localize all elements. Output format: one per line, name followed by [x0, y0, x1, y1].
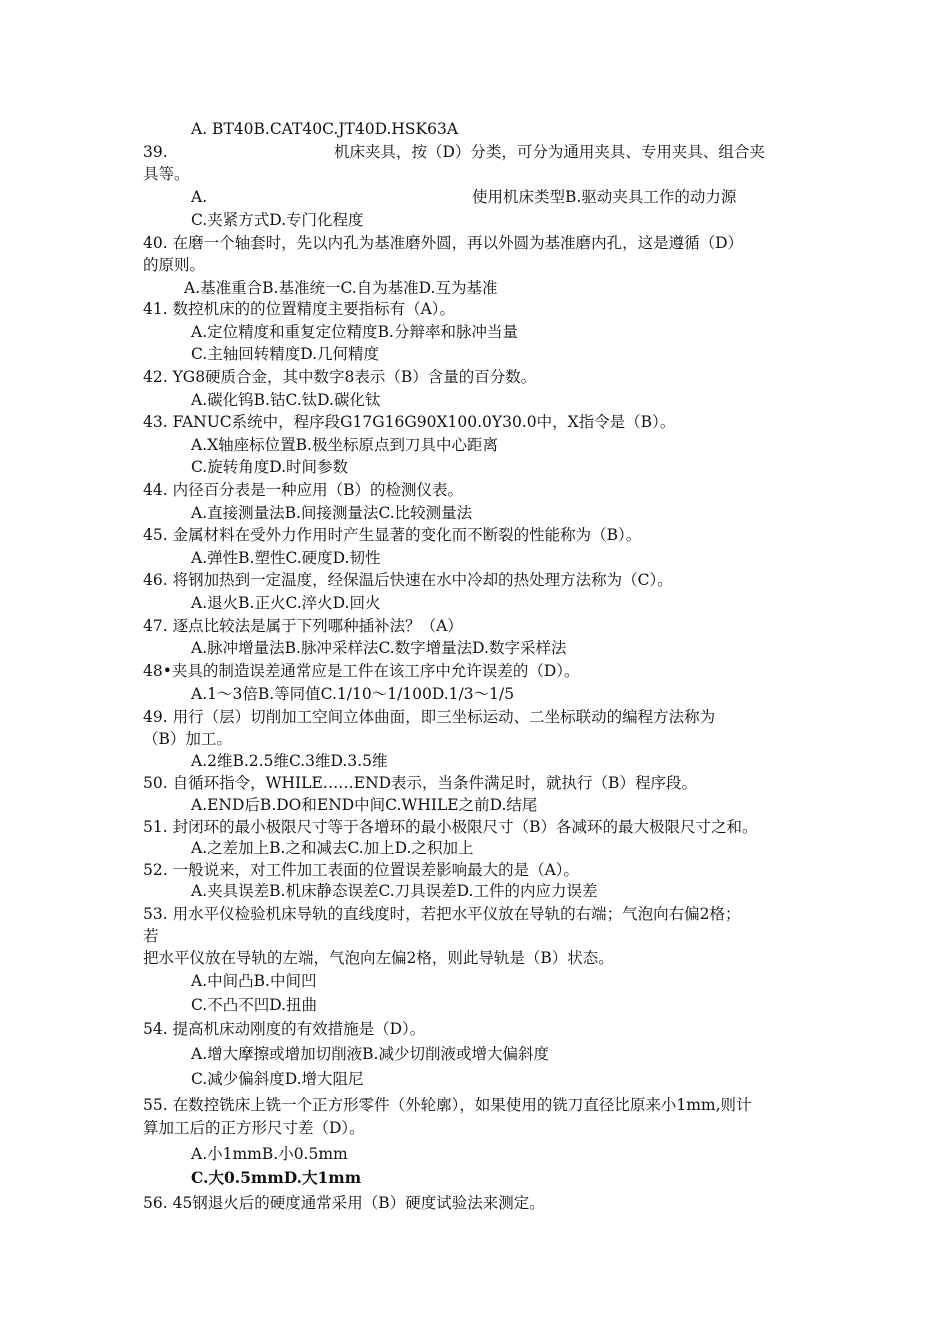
text-line: 43. FANUC系统中，程序段G17G16G90X100.0Y30.0中，X指令是（B）。 [143, 413, 676, 431]
text-line: 55. 在数控铣床上铣一个正方形零件（外轮廓），如果使用的铣刀直径比原来小1mm,则计 [143, 1096, 752, 1114]
text-line: C.旋转角度D.时间参数 [191, 458, 349, 476]
text-line: A.碳化钨B.钴C.钛D.碳化钛 [191, 391, 381, 409]
text-line: 使用机床类型B.驱动夹具工作的动力源 [472, 188, 737, 206]
text-line: （B）加工。 [143, 730, 232, 748]
text-line: 具等。 [143, 165, 190, 183]
text-line: A.X轴座标位置B.极坐标原点到刀具中心距离 [191, 436, 498, 454]
text-line: A.1〜3倍B.等同值C.1/10〜1/100D.1/3〜1/5 [191, 685, 515, 703]
text-line: 41. 数控机床的的位置精度主要指标有（A）。 [143, 300, 456, 318]
text-line: A.之差加上B.之和减去C.加上D.之积加上 [191, 839, 474, 857]
text-line: A.2维B.2.5维C.3维D.3.5维 [191, 752, 388, 770]
text-line: A. BT40B.CAT40C.JT40D.HSK63A [191, 120, 459, 138]
text-line: C.不凸不凹D.扭曲 [191, 996, 318, 1014]
text-line: 50. 自循环指令，WHILE……END表示，当条件满足时，就执行（B）程序段。 [143, 774, 697, 792]
text-line: 算加工后的正方形尺寸差（D）。 [143, 1119, 365, 1137]
text-line: 47. 逐点比较法是属于下列哪种插补法？（A） [143, 617, 463, 635]
text-line: A.定位精度和重复定位精度B.分辩率和脉冲当量 [191, 323, 518, 341]
text-line: C.夹紧方式D.专门化程度 [191, 211, 364, 229]
text-line: A.退火B.正火C.淬火D.回火 [191, 594, 381, 612]
text-line: C.主轴回转精度D.几何精度 [191, 345, 380, 363]
text-line: A.END后B.DO和END中间C.WHILE之前D.结尾 [191, 796, 538, 814]
text-line: A.弹性B.塑性C.硬度D.韧性 [191, 549, 381, 567]
text-line: A.增大摩擦或增加切削液B.减少切削液或增大偏斜度 [191, 1045, 549, 1063]
text-line: 42. YG8硬质合金，其中数字8表示（B）含量的百分数。 [143, 368, 537, 386]
text-line: C.大0.5mmD.大1mm [191, 1168, 362, 1187]
question-number: 39. [143, 143, 168, 161]
text-line: 49. 用行（层）切削加工空间立体曲面，即三坐标运动、二坐标联动的编程方法称为 [143, 708, 716, 726]
option-label: A. [191, 188, 208, 206]
text-line: 把水平仪放在导轨的左端，气泡向左偏2格，则此导轨是（B）状态。 [143, 949, 614, 967]
text-line: 45. 金属材料在受外力作用时产生显著的变化而不断裂的性能称为（B）。 [143, 526, 642, 544]
text-line: A.中间凸B.中间凹 [191, 972, 317, 990]
text-line: 若 [143, 927, 159, 945]
text-line: 48•夹具的制造误差通常应是工件在该工序中允许误差的（D）。 [143, 662, 580, 680]
text-line: A.直接测量法B.间接测量法C.比较测量法 [191, 504, 473, 522]
text-line: 40. 在磨一个轴套时，先以内孔为基准磨外圆，再以外圆为基准磨内孔，这是遵循（D） [143, 234, 744, 252]
text-line: A.脉冲增量法B.脉冲采样法C.数字增量法D.数字采样法 [191, 639, 567, 657]
text-line: 51. 封闭环的最小极限尺寸等于各增环的最小极限尺寸（B）各减环的最大极限尺寸之和。 [143, 818, 758, 836]
text-line: A.小1mmB.小0.5mm [191, 1145, 348, 1163]
text-line: C.减少偏斜度D.增大阻尼 [191, 1070, 364, 1088]
text-line: 53. 用水平仪检验机床导轨的直线度时，若把水平仪放在导轨的右端；气泡向右偏2格； [143, 905, 741, 923]
text-line: 52. 一般说来，对工件加工表面的位置误差影响最大的是（A）。 [143, 861, 580, 879]
text-line: A.夹具误差B.机床静态误差C.刀具误差D.工件的内应力误差 [191, 882, 598, 900]
text-line: 54. 提高机床动刚度的有效措施是（D）。 [143, 1020, 426, 1038]
text-line: 的原则。 [143, 256, 206, 274]
text-line: A.基准重合B.基准统一C.自为基准D.互为基准 [184, 279, 498, 297]
text-line: 56. 45钢退火后的硬度通常采用（B）硬度试验法来测定。 [143, 1194, 545, 1212]
text-line: 机床夹具，按（D）分类，可分为通用夹具、专用夹具、组合夹 [334, 143, 765, 161]
text-line: 46. 将钢加热到一定温度，经保温后快速在水中冷却的热处理方法称为（C）。 [143, 571, 673, 589]
text-line: 44. 内径百分表是一种应用（B）的检测仪表。 [143, 481, 463, 499]
